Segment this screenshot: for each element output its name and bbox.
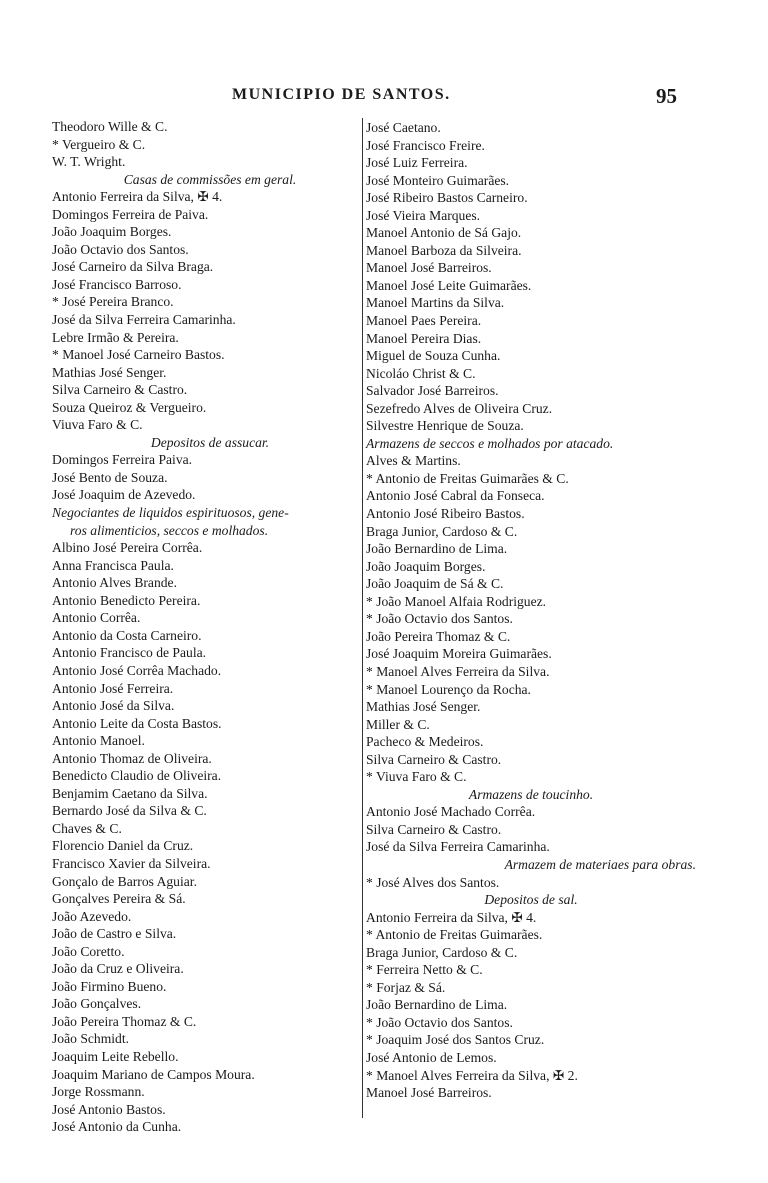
- list-entry: Braga Junior, Cardoso & C.: [366, 944, 518, 960]
- list-entry: Salvador José Barreiros.: [366, 383, 499, 399]
- list-entry: Benedicto Claudio de Oliveira.: [52, 768, 222, 784]
- list-entry: Gonçalves Pereira & Sá.: [52, 891, 186, 907]
- list-entry: Manoel José Barreiros.: [366, 260, 492, 276]
- list-entry: José Joaquim Moreira Guimarães.: [366, 646, 552, 662]
- list-entry: João Joaquim de Sá & C.: [366, 576, 504, 592]
- list-entry: Sezefredo Alves de Oliveira Cruz.: [366, 400, 553, 416]
- section-heading: Negociantes de liquidos espirituosos, gene-: [52, 505, 289, 521]
- list-entry: José Francisco Freire.: [366, 137, 485, 153]
- list-entry: Antonio Benedicto Pereira.: [52, 592, 201, 608]
- list-entry: Alves & Martins.: [366, 453, 461, 469]
- list-entry: Mathias José Senger.: [52, 364, 167, 380]
- list-entry: Miguel de Souza Cunha.: [366, 348, 501, 364]
- list-entry: Joaquim Leite Rebello.: [52, 1048, 179, 1064]
- list-entry: Antonio José Cabral da Fonseca.: [366, 488, 545, 504]
- list-entry: * Forjaz & Sá.: [366, 979, 446, 995]
- list-entry: João Schmidt.: [52, 1031, 130, 1047]
- list-entry: Benjamim Caetano da Silva.: [52, 785, 208, 801]
- list-entry: Manoel Antonio de Sá Gajo.: [366, 225, 522, 241]
- list-entry: Albino José Pereira Corrêa.: [52, 540, 203, 556]
- list-entry: João da Cruz e Oliveira.: [52, 961, 184, 977]
- list-entry: João Joaquim Borges.: [366, 558, 486, 574]
- list-entry: João Gonçalves.: [52, 996, 142, 1012]
- page-number: 95: [656, 84, 677, 108]
- list-entry: Pacheco & Medeiros.: [366, 734, 484, 750]
- section-heading: ros alimenticios, seccos e molhados.: [70, 522, 269, 538]
- list-entry: W. T. Wright.: [52, 154, 126, 170]
- list-entry: * João Octavio dos Santos.: [366, 611, 513, 627]
- list-entry: * Joaquim José dos Santos Cruz.: [366, 1032, 545, 1048]
- list-entry: João Octavio dos Santos.: [52, 241, 189, 257]
- list-entry: Manoel Barboza da Silveira.: [366, 242, 522, 258]
- list-entry: Antonio Leite da Costa Bastos.: [52, 715, 222, 731]
- list-entry: Braga Junior, Cardoso & C.: [366, 523, 518, 539]
- list-entry: Antonio da Costa Carneiro.: [52, 627, 202, 643]
- list-entry: Antonio José Ferreira.: [52, 680, 174, 696]
- section-heading: Casas de commissões em geral.: [123, 171, 297, 187]
- list-entry: * Manoel Lourenço da Rocha.: [366, 681, 531, 697]
- list-entry: Florencio Daniel da Cruz.: [52, 838, 194, 854]
- list-entry: * Antonio de Freitas Guimarães & C.: [366, 470, 569, 486]
- page-header: [0, 86, 768, 110]
- list-entry: Viuva Faro & C.: [52, 417, 143, 433]
- list-entry: João Bernardino de Lima.: [366, 541, 508, 557]
- list-entry: Antonio José Ribeiro Bastos.: [366, 506, 525, 522]
- list-entry: José Bento de Souza.: [52, 469, 168, 485]
- list-entry: Antonio Ferreira da Silva, ✠ 4.: [366, 909, 537, 925]
- list-entry: * José Pereira Branco.: [52, 294, 174, 310]
- list-entry: Manoel Martins da Silva.: [366, 295, 505, 311]
- list-entry: * Viuva Faro & C.: [366, 769, 467, 785]
- list-entry: José Joaquim de Azevedo.: [52, 487, 196, 503]
- list-entry: Antonio José Corrêa Machado.: [52, 662, 222, 678]
- list-entry: Gonçalo de Barros Aguiar.: [52, 873, 197, 889]
- list-entry: Antonio José Machado Corrêa.: [366, 804, 536, 820]
- list-entry: Bernardo José da Silva & C.: [52, 803, 207, 819]
- list-entry: Joaquim Mariano de Campos Moura.: [52, 1066, 255, 1082]
- section-heading: Depositos de assucar.: [150, 434, 270, 450]
- list-entry: Souza Queiroz & Vergueiro.: [52, 399, 207, 415]
- list-entry: Antonio Thomaz de Oliveira.: [52, 750, 212, 766]
- left-column: [52, 118, 368, 1136]
- list-entry: Nicoláo Christ & C.: [366, 365, 476, 381]
- list-entry: João Coretto.: [52, 943, 125, 959]
- list-entry: Manoel Paes Pereira.: [366, 313, 482, 329]
- list-entry: João Pereira Thomaz & C.: [366, 628, 511, 644]
- list-entry: José Antonio de Lemos.: [366, 1049, 497, 1065]
- list-entry: Theodoro Wille & C.: [52, 119, 168, 134]
- list-entry: João de Castro e Silva.: [52, 926, 177, 942]
- list-entry: José Monteiro Guimarães.: [366, 172, 510, 188]
- list-entry: Silva Carneiro & Castro.: [366, 821, 502, 837]
- list-entry: José Antonio da Cunha.: [52, 1119, 182, 1135]
- list-entry: José da Silva Ferreira Camarinha.: [366, 839, 550, 855]
- section-heading: Armazens de toucinho.: [468, 786, 594, 802]
- list-entry: José Antonio Bastos.: [52, 1101, 166, 1117]
- list-entry: José Carneiro da Silva Braga.: [52, 259, 214, 275]
- list-entry: * Ferreira Netto & C.: [366, 962, 483, 978]
- list-entry: Antonio Ferreira da Silva, ✠ 4.: [52, 189, 223, 205]
- list-entry: Lebre Irmão & Pereira.: [52, 329, 179, 345]
- list-entry: Silva Carneiro & Castro.: [52, 382, 188, 398]
- section-heading: Armazens de seccos e molhados por atacado.: [366, 435, 614, 451]
- list-entry: Antonio Manoel.: [52, 733, 145, 749]
- list-entry: Silvestre Henrique de Souza.: [366, 418, 524, 434]
- list-entry: José Vieira Marques.: [366, 207, 481, 223]
- list-entry: * João Octavio dos Santos.: [366, 1014, 513, 1030]
- list-entry: João Joaquim Borges.: [52, 224, 172, 240]
- list-entry: Miller & C.: [366, 716, 430, 732]
- list-entry: * Manoel Alves Ferreira da Silva, ✠ 2.: [366, 1067, 578, 1083]
- list-entry: Domingos Ferreira Paiva.: [52, 452, 193, 468]
- list-entry: Chaves & C.: [52, 820, 122, 836]
- list-entry: Silva Carneiro & Castro.: [366, 751, 502, 767]
- list-entry: José Ribeiro Bastos Carneiro.: [366, 190, 528, 206]
- list-entry: * João Manoel Alfaia Rodriguez.: [366, 593, 547, 609]
- list-entry: João Firmino Bueno.: [52, 978, 167, 994]
- list-entry: José Caetano.: [366, 120, 441, 135]
- list-entry: Anna Francisca Paula.: [52, 557, 174, 573]
- list-entry: Antonio Alves Brande.: [52, 575, 177, 591]
- list-entry: João Azevedo.: [52, 908, 132, 924]
- list-entry: Domingos Ferreira de Paiva.: [52, 206, 209, 222]
- list-entry: João Bernardino de Lima.: [366, 997, 508, 1013]
- list-entry: José da Silva Ferreira Camarinha.: [52, 312, 236, 328]
- list-entry: Antonio Corrêa.: [52, 610, 141, 626]
- right-column: [366, 119, 696, 1102]
- list-entry: Antonio José da Silva.: [52, 698, 175, 714]
- running-title: MUNICIPIO DE SANTOS.: [232, 86, 451, 103]
- list-entry: * Antonio de Freitas Guimarães.: [366, 927, 543, 943]
- list-entry: Manoel Pereira Dias.: [366, 330, 482, 346]
- list-entry: Francisco Xavier da Silveira.: [52, 855, 211, 871]
- list-entry: Jorge Rossmann.: [52, 1084, 145, 1100]
- list-entry: Antonio Francisco de Paula.: [52, 645, 207, 661]
- section-heading: Depositos de sal.: [484, 892, 578, 908]
- list-entry: * José Alves dos Santos.: [366, 874, 500, 890]
- section-heading: Armazem de materiaes para obras.: [504, 856, 696, 872]
- list-entry: José Luiz Ferreira.: [366, 155, 468, 171]
- list-entry: * Vergueiro & C.: [52, 136, 146, 152]
- list-entry: Mathias José Senger.: [366, 699, 481, 715]
- list-entry: * Manoel José Carneiro Bastos.: [52, 347, 225, 363]
- list-entry: Manoel José Leite Guimarães.: [366, 277, 532, 293]
- list-entry: Manoel José Barreiros.: [366, 1085, 492, 1101]
- list-entry: * Manoel Alves Ferreira da Silva.: [366, 663, 550, 679]
- list-entry: José Francisco Barroso.: [52, 276, 182, 292]
- list-entry: João Pereira Thomaz & C.: [52, 1013, 197, 1029]
